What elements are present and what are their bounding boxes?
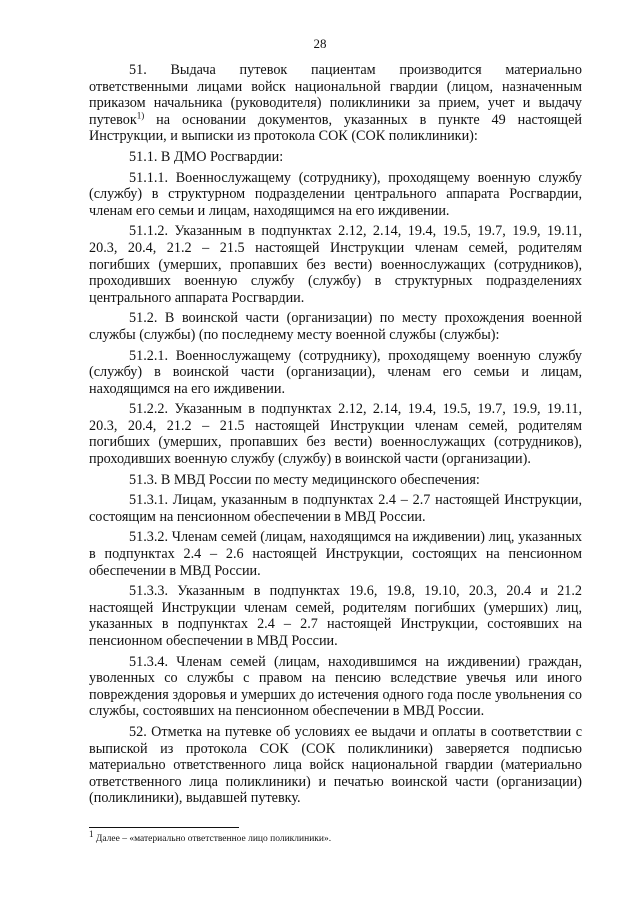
paragraph-51-3-2: 51.3.2. Членам семей (лицам, находящимся на иждивении) лиц, указанных в подпунктах 2.4 – 2.6 настоящей Инструкции, состоящих на пенсионном обеспечении в МВД России. bbox=[89, 529, 582, 579]
paragraph-51-1-1: 51.1.1. Военнослужащему (сотруднику), проходящему военную службу (службу) в структурном подразделении центрального аппарата Росгвардии, членам его семьи и лицам, находящимся на его иждивении. bbox=[89, 169, 582, 219]
document-body bbox=[89, 62, 582, 807]
footnote-marker: 1 bbox=[89, 828, 94, 839]
paragraph-51-text: 51. Выдача путевок пациентам производится материально ответственными лицами войск национальной гвардии (лицом, назначенным приказом начальника (руководителя) поликлиники за прием, учет и выдачу путевок bbox=[89, 62, 582, 128]
footnote-text: Далее – «материально ответственное лицо поликлиники». bbox=[93, 834, 332, 844]
footnote-divider bbox=[89, 827, 239, 828]
footnote-reference: 1) bbox=[136, 110, 145, 121]
paragraph-51-3: 51.3. В МВД России по месту медицинского обеспечения: bbox=[129, 471, 480, 488]
paragraph-51-2: 51.2. В воинской части (организации) по месту прохождения военной службы (службы) (по последнему месту военной службы (службы): bbox=[89, 310, 582, 343]
paragraph-51-1: 51.1. В ДМО Росгвардии: bbox=[129, 148, 284, 165]
paragraph-51 bbox=[89, 62, 582, 145]
paragraph-51-3-1: 51.3.1. Лицам, указанным в подпунктах 2.4 – 2.7 настоящей Инструкции, состоящим на пенсионном обеспечении в МВД России. bbox=[89, 492, 582, 525]
footnote bbox=[89, 828, 582, 845]
paragraph-51-2-2: 51.2.2. Указанным в подпунктах 2.12, 2.14, 19.4, 19.5, 19.7, 19.9, 19.11, 20.3, 20.4, 21.2 – 21.5 настоящей Инструкции членам семей, родителям погибших (умерших, пропавших без вести) военнослужащих (сотрудников), проходивших военную службу (службу) в воинской части (организации). bbox=[89, 401, 582, 468]
paragraph-51-2-1: 51.2.1. Военнослужащему (сотруднику), проходящему военную службу (службу) в воинской части (организации), членам его семьи и лицам, находящимся на его иждивении. bbox=[89, 347, 582, 397]
paragraph-51-1-2: 51.1.2. Указанным в подпунктах 2.12, 2.14, 19.4, 19.5, 19.7, 19.9, 19.11, 20.3, 20.4, 21.2 – 21.5 настоящей Инструкции членам семей, родителям погибших (умерших, пропавших без вести) военнослужащих (сотрудников), проходивших военную службу (службу) в структурных подразделениях центрального аппарата Росгвардии. bbox=[89, 223, 582, 306]
paragraph-52: 52. Отметка на путевке об условиях ее выдачи и оплаты в соответствии с выпиской из протокола СОК (СОК поликлиники) заверяется подписью материально ответственного лица войск национальной гвардии (материально ответственного лица поликлиники) и печатью воинской части (организации) (поликлиники), выдавшей путевку. bbox=[89, 723, 582, 807]
paragraph-51-text-continued: на основании документов, указанных в пункте 49 настоящей Инструкции, и выписки из протокола СОК (СОК поликлиники): bbox=[89, 111, 582, 145]
page-number: 28 bbox=[313, 36, 327, 51]
paragraph-51-3-3: 51.3.3. Указанным в подпунктах 19.6, 19.8, 19.10, 20.3, 20.4 и 21.2 настоящей Инструкции членам семей, родителям погибших (умерших) лиц, указанных в подпунктах 2.4 – 2.7 настоящей Инструкции, состоявших на пенсионном обеспечении в МВД России. bbox=[89, 583, 582, 649]
paragraph-51-3-4: 51.3.4. Членам семей (лицам, находившимся на иждивении) граждан, уволенных со службы с правом на пенсию вследствие увечья или иного повреждения здоровья и умерших до истечения одного года после увольнения со службы, состоявших на пенсионном обеспечении в МВД России. bbox=[89, 653, 582, 720]
